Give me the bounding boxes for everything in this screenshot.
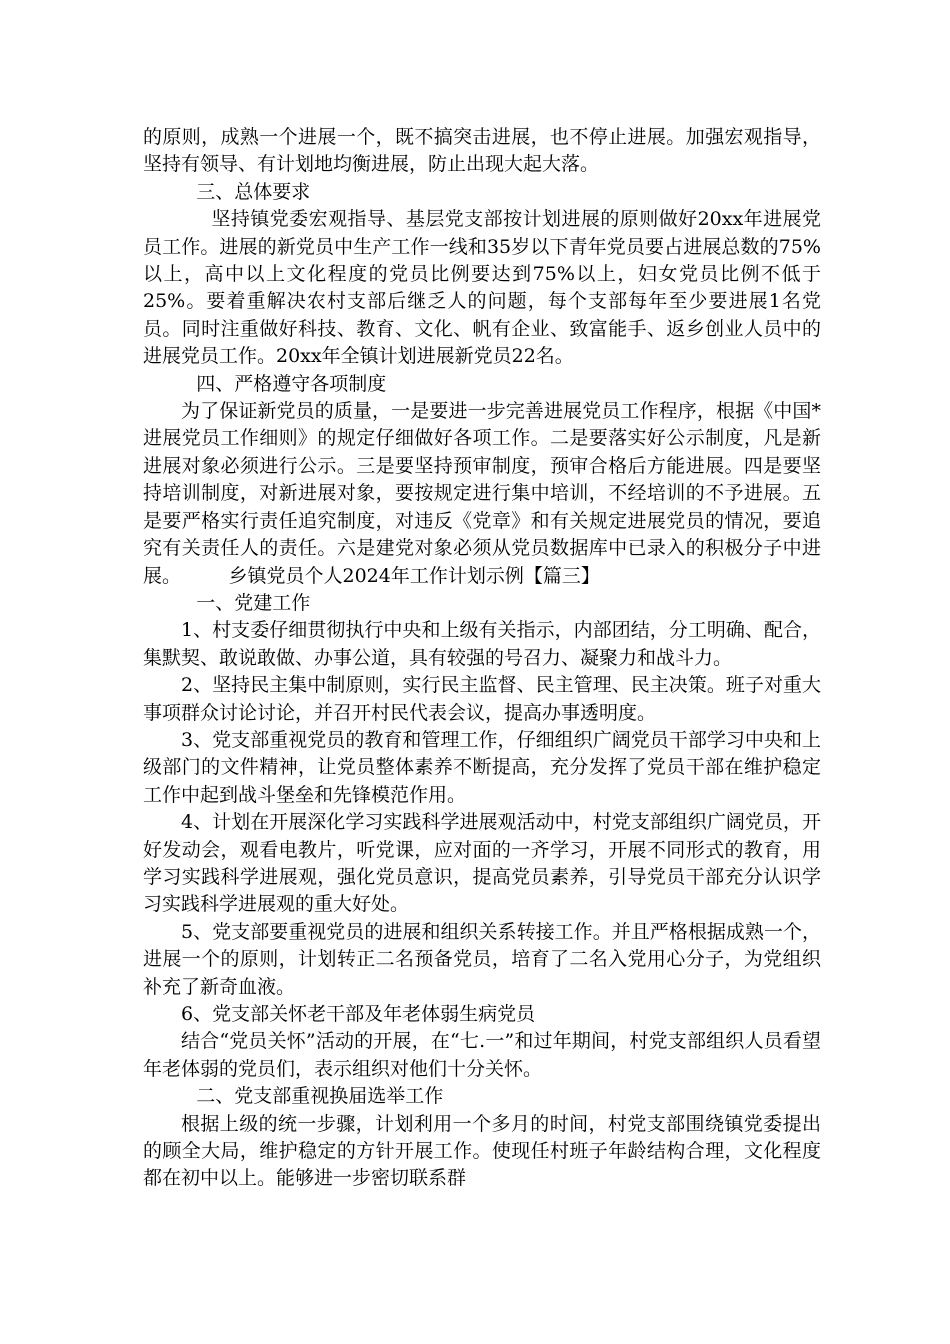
heading-election-work: 二、党支部重视换届选举工作 (196, 1085, 444, 1108)
paragraph-election-work: 根据上级的统一步骤，计划利用一个多月的时间，村党支部围绕镇党委提出的顾全大局，维护稳定的方针开展工作。使现任村班子年龄结构合理，文化程度都在初中以上。能够进一步密切联系群 (143, 1112, 821, 1190)
heading-strict-rules: 四、严格遵守各项制度 (196, 372, 387, 395)
paragraph-party-care: 结合“党员关怀”活动的开展，在“七.一”和过年期间，村党支部组织人员看望年老体弱的党员们，表示组织对他们十分关怀。 (143, 1030, 821, 1080)
list-item-4: 4、计划在开展深化学习实践科学进展观活动中，村党支部组织广阔党员，开好发动会，观看电教片，听党课，应对面的一齐学习，开展不同形式的教育，用学习实践科学进展观，强化党员意识，提高党员素养，引导党员干部充分认识学习实践科学进展观的重大好处。 (143, 811, 821, 916)
paragraph-strict-rules: 为了保证新党员的质量，一是要进一步完善进展党员工作程序，根据《中国*进展党员工作细则》的规定仔细做好各项工作。二是要落实好公示制度，凡是新进展对象必须进行公示。三是要坚持预审制度，预审合格后方能进展。四是要坚持培训制度，对新进展对象，要按规定进行集中培训，不经培训的不予进展。五是要严格实行责任追究制度，对违反《党章》和有关规定进展党员的情况，要追究有关责任人的责任。六是建党对象必须从党员数据库中已录入的积极分子中进展。 乡镇党员个人2024年工作计划示例【篇三】 (143, 400, 821, 587)
paragraph-general-requirements: 坚持镇党委宏观指导、基层党支部按计划进展的原则做好20xx年进展党员工作。进展的新党员中生产工作一线和35岁以下青年党员要占进展总数的75%以上，高中以上文化程度的党员比例要达到75%以上，妇女党员比例不低于25%。要着重解决农村支部后继乏人的问题，每个支部每年至少要进展1名党员。同时注重做好科技、教育、文化、帆有企业、致富能手、返乡创业人员中的进展党员工作。20xx年全镇计划进展新党员22名。 (143, 208, 821, 368)
document-page (143, 124, 821, 1193)
paragraph-principle-continuation: 的原则，成熟一个进展一个，既不搞突击进展，也不停止进展。加强宏观指导，坚持有领导、有计划地均衡进展，防止出现大起大落。 (143, 126, 821, 176)
list-item-3: 3、党支部重视党员的教育和管理工作，仔细组织广阔党员干部学习中央和上级部门的文件精神，让党员整体素养不断提高，充分发挥了党员干部在维护稳定工作中起到战斗堡垒和先锋模范作用。 (143, 728, 821, 806)
heading-general-requirements: 三、总体要求 (196, 180, 311, 203)
list-item-6: 6、党支部关怀老干部及年老体弱生病党员 (181, 1003, 536, 1025)
list-item-5: 5、党支部要重视党员的进展和组织关系转接工作。并且严格根据成熟一个，进展一个的原则，计划转正二名预备党员，培育了二名入党用心分子，为党组织补充了新奇血液。 (143, 920, 821, 998)
list-item-1: 1、村支委仔细贯彻执行中央和上级有关指示，内部团结，分工明确、配合，集默契、敢说敢做、办事公道，具有较强的号召力、凝聚力和战斗力。 (143, 619, 821, 669)
heading-party-building: 一、党建工作 (196, 591, 311, 614)
list-item-2: 2、坚持民主集中制原则，实行民主监督、民主管理、民主决策。班子对重大事项群众讨论讨论，并召开村民代表会议，提高办事透明度。 (143, 674, 821, 724)
